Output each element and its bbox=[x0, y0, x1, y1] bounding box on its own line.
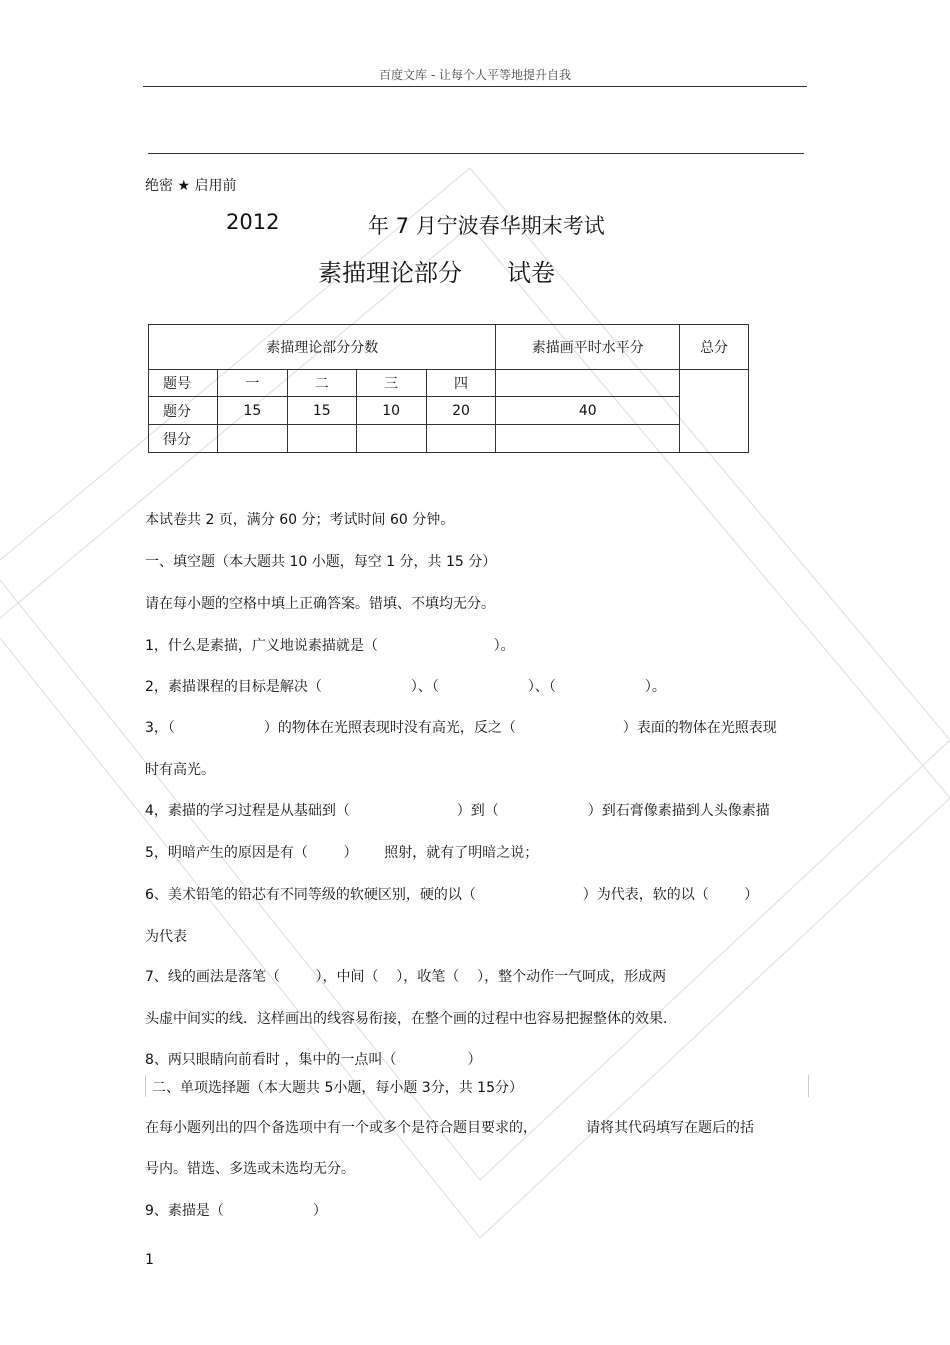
score-table bbox=[148, 324, 749, 453]
question-3-line2: 时有高光。 bbox=[145, 762, 215, 778]
exam-intro: 本试卷共 2 页，满分 60 分；考试时间 60 分钟。 bbox=[145, 512, 455, 528]
score-4 bbox=[426, 425, 496, 453]
question-5: 5，明暗产生的原因是有（ ） 照射，就有了明暗之说； bbox=[145, 845, 539, 861]
question-no-4: 四 bbox=[426, 370, 496, 397]
question-4: 4，素描的学习过程是从基础到（ ）到（ ）到石膏像素描到人头像素描 bbox=[145, 803, 770, 819]
title-main: 素描理论部分 bbox=[318, 259, 462, 287]
header-divider bbox=[143, 86, 807, 87]
points-2: 15 bbox=[287, 397, 356, 425]
section2-instructions-line2: 号内。错选、多选或未选均无分。 bbox=[145, 1161, 355, 1177]
question-6-line1: 6、美术铅笔的铅芯有不同等级的软硬区别，硬的以（ ）为代表，软的以（ ） bbox=[145, 887, 759, 903]
score-1 bbox=[217, 425, 287, 453]
row-label-points: 题分 bbox=[149, 397, 218, 425]
title-year: 2012 bbox=[226, 210, 280, 234]
question-no-2: 二 bbox=[287, 370, 356, 397]
question-2: 2，素描课程的目标是解决（ ）、（ ）、（ ）。 bbox=[145, 679, 666, 695]
section2-title: 二、单项选择题（本大题共 5小题，每小题 3分，共 15分） bbox=[152, 1080, 523, 1096]
points-3: 10 bbox=[356, 397, 426, 425]
practice-no-cell bbox=[496, 370, 680, 397]
score-2 bbox=[287, 425, 356, 453]
points-1: 15 bbox=[217, 397, 287, 425]
score-3 bbox=[356, 425, 426, 453]
question-1: 1，什么是素描，广义地说素描就是（ ）。 bbox=[145, 638, 515, 654]
question-3-line1: 3，（ ）的物体在光照表现时没有高光，反之（ ）表面的物体在光照表现 bbox=[145, 720, 777, 736]
practice-points: 40 bbox=[496, 397, 680, 425]
question-6-line2: 为代表 bbox=[145, 929, 187, 945]
section1-title: 一、填空题（本大题共 10 小题，每空 1 分，共 15 分） bbox=[145, 554, 497, 570]
practice-score bbox=[496, 425, 680, 453]
question-7-line2: 头虚中间实的线．这样画出的线容易衔接，在整个画的过程中也容易把握整体的效果． bbox=[145, 1011, 677, 1027]
total-score-cell bbox=[680, 370, 749, 453]
section1-instructions: 请在每小题的空格中填上正确答案。错填、不填均无分。 bbox=[145, 596, 495, 612]
top-divider bbox=[148, 153, 804, 154]
question-no-1: 一 bbox=[217, 370, 287, 397]
question-no-3: 三 bbox=[356, 370, 426, 397]
question-7-line1: 7、线的画法是落笔（ ），中间（ ），收笔（ ），整个动作一气呵成，形成两 bbox=[145, 969, 667, 985]
confidential-mark: 绝密 ★ 启用前 bbox=[145, 178, 237, 194]
section2-instructions-line1: 在每小题列出的四个备选项中有一个或多个是符合题目要求的， 请将其代码填写在题后的括 bbox=[145, 1120, 754, 1136]
points-4: 20 bbox=[426, 397, 496, 425]
question-8: 8、两只眼睛向前看时 ，集中的一点叫（ ） bbox=[145, 1052, 482, 1068]
practice-score-header: 素描画平时水平分 bbox=[496, 325, 680, 370]
row-label-question-no: 题号 bbox=[149, 370, 218, 397]
page-header: 百度文库 - 让每个人平等地提升自我 bbox=[379, 68, 571, 82]
theory-score-header: 素描理论部分分数 bbox=[149, 325, 496, 370]
title-exam: 年 7 月宁波春华期末考试 bbox=[368, 214, 605, 238]
total-score-header: 总分 bbox=[680, 325, 749, 370]
row-label-score: 得分 bbox=[149, 425, 218, 453]
page-number: 1 bbox=[145, 1252, 154, 1268]
question-9: 9、素描是（ ） bbox=[145, 1203, 327, 1219]
title-suffix: 试卷 bbox=[507, 259, 555, 287]
